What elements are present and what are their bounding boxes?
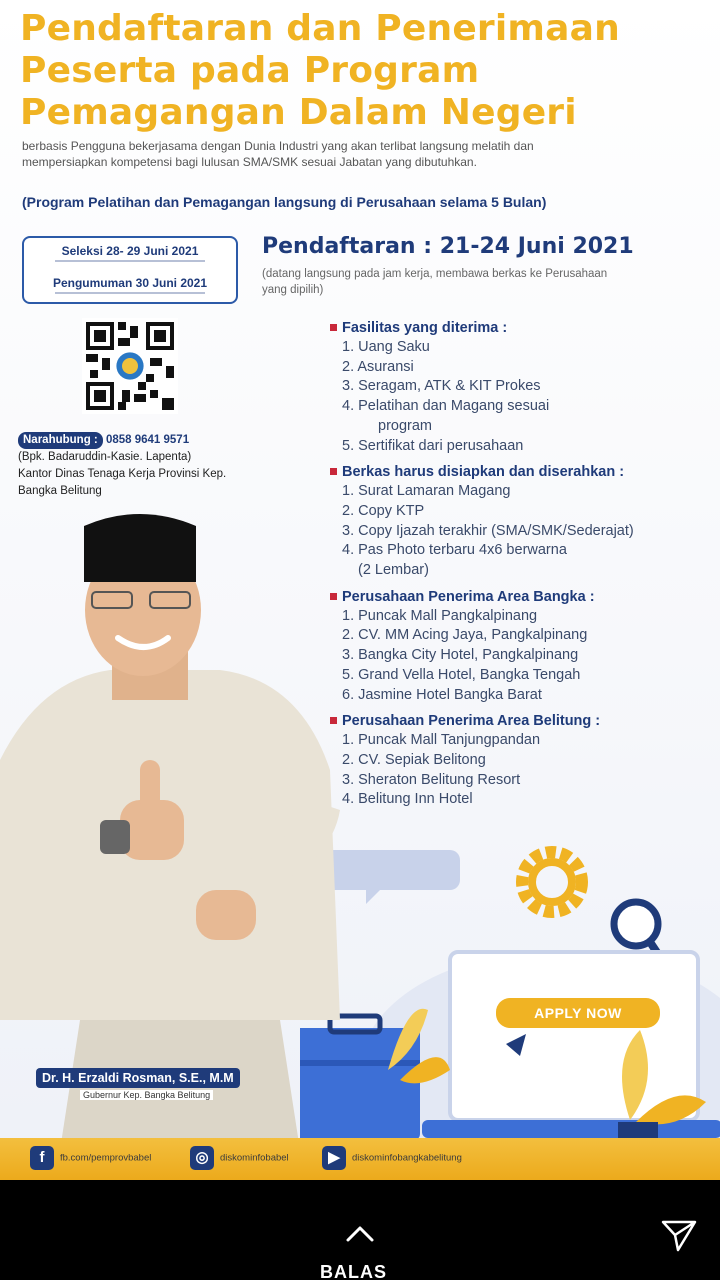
schedule-box [22, 236, 238, 304]
list-item: 5. Sertifikat dari perusahaan [342, 437, 524, 454]
info-sections [330, 318, 710, 816]
section-documents [330, 462, 710, 581]
send-icon[interactable] [660, 1216, 698, 1254]
contact-phone: 0858 9641 9571 [105, 434, 190, 446]
governor-title: Gubernur Kep. Bangka Belitung [80, 1090, 213, 1100]
social-footer [0, 1138, 720, 1180]
instagram-link: ◎ diskominfobabel [190, 1146, 289, 1170]
list-item: 3. Copy Ijazah terakhir (SMA/SMK/Sederajat) [342, 522, 634, 539]
list-item: 2. CV. Sepiak Belitong [342, 751, 486, 768]
instagram-icon: ◎ [190, 1146, 214, 1170]
list-item: 2. Asuransi [342, 358, 414, 375]
governor-name: Dr. H. Erzaldi Rosman, S.E., M.M [36, 1068, 240, 1088]
program-note: (Program Pelatihan dan Pemagangan langsung di Perusahaan selama 5 Bulan) [22, 194, 547, 210]
apply-now-button: APPLY NOW [496, 998, 660, 1028]
list-item: 6. Jasmine Hotel Bangka Barat [342, 686, 542, 703]
list-item: 4. Pas Photo terbaru 4x6 berwarna [342, 542, 567, 559]
announcement-date: Pengumuman 30 Juni 2021 [52, 276, 208, 290]
list-item: 5. Grand Vella Hotel, Bangka Tengah [342, 666, 581, 683]
list-item: 3. Bangka City Hotel, Pangkalpinang [342, 647, 579, 664]
poster-subtitle: berbasis Pengguna bekerjasama dengan Dunia Industri yang akan terlibat langsung melatih dan mempersiapkan kompetensi bagi lulusan SMA/SMK sesuai Jabatan yang dibutuhkan. [22, 139, 534, 169]
list-item: program [378, 417, 432, 434]
list-item: 1. Puncak Mall Pangkalpinang [342, 607, 538, 624]
contact-office: Kantor Dinas Tenaga Kerja Provinsi Kep. Bangka Belitung [18, 468, 227, 497]
list-item: 2. CV. MM Acing Jaya, Pangkalpinang [342, 627, 588, 644]
contact-person: (Bpk. Badaruddin-Kasie. Lapenta) [18, 451, 192, 463]
selection-date: Seleksi 28- 29 Juni 2021 [61, 244, 199, 258]
square-bullet-icon [330, 468, 337, 475]
gear-icon [522, 852, 582, 912]
section-bangka [330, 587, 710, 706]
list-item: (2 Lembar) [358, 562, 429, 579]
youtube-link: ▶ diskominfobangkabelitung [322, 1146, 462, 1170]
fine-print [55, 260, 205, 262]
square-bullet-icon [330, 324, 337, 331]
list-item: 1. Puncak Mall Tanjungpandan [342, 732, 541, 749]
list-item: 3. Sheraton Belitung Resort [342, 771, 521, 788]
poster-title: Pendaftaran dan Penerimaan Peserta pada Program Pemagangan Dalam Negeri [20, 8, 620, 133]
youtube-icon: ▶ [322, 1146, 346, 1170]
list-item: 1. Surat Lamaran Magang [342, 483, 511, 500]
governor-photo [0, 510, 340, 1150]
section-heading: Perusahaan Penerima Area Bangka : [342, 588, 595, 605]
qr-code-icon [82, 318, 178, 414]
list-item: 3. Seragam, ATK & KIT Prokes [342, 378, 541, 395]
facebook-link: f fb.com/pemprovbabel [30, 1146, 151, 1170]
contact-badge: Narahubung : [18, 432, 103, 449]
section-heading: Berkas harus disiapkan dan diserahkan : [342, 464, 625, 481]
list-item: 2. Copy KTP [342, 502, 425, 519]
registration-note: (datang langsung pada jam kerja, membawa berkas ke Perusahaan yang dipilih) [262, 268, 608, 296]
contact-block [18, 432, 258, 500]
section-heading: Fasilitas yang diterima : [342, 320, 508, 336]
section-belitung [330, 711, 710, 810]
registration-title: Pendaftaran : 21-24 Juni 2021 [262, 234, 634, 259]
facebook-icon: f [30, 1146, 54, 1170]
section-facilities [330, 318, 710, 456]
reply-button[interactable]: BALAS [320, 1262, 387, 1280]
list-item: 4. Belitung Inn Hotel [342, 791, 473, 808]
fine-print [55, 292, 205, 294]
chevron-up-icon[interactable] [344, 1224, 376, 1244]
list-item: 1. Uang Saku [342, 339, 430, 355]
section-heading: Perusahaan Penerima Area Belitung : [342, 713, 601, 730]
list-item: 4. Pelatihan dan Magang sesuai [342, 398, 550, 415]
